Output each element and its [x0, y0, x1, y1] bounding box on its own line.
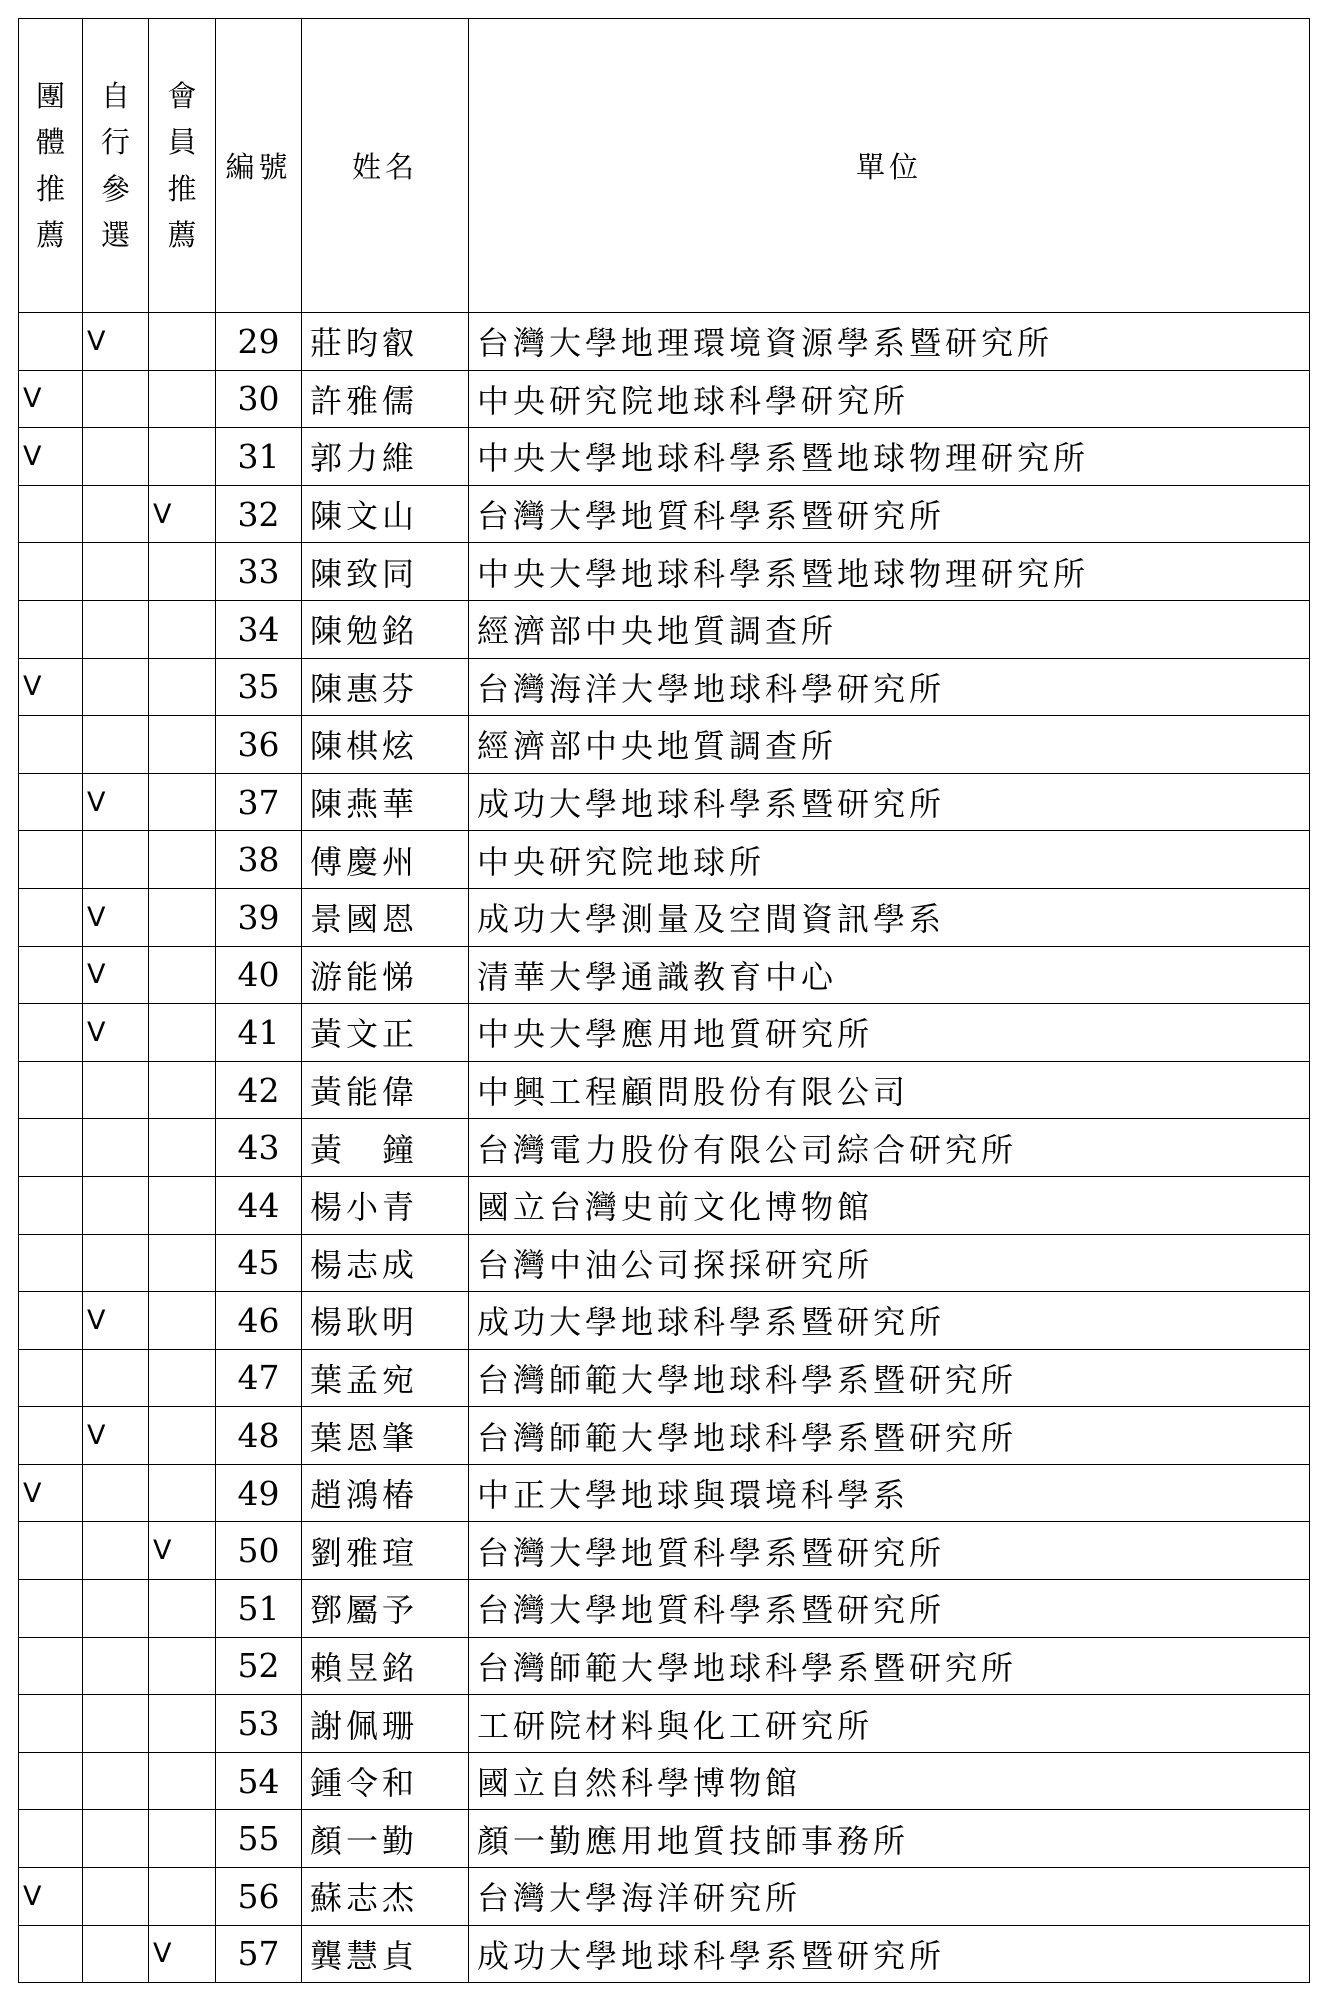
table-row: [19, 313, 1310, 371]
member-recommend-cell: [149, 831, 216, 889]
table-row: [19, 543, 1310, 601]
name-cell: 莊昀叡: [302, 313, 469, 371]
member-recommend-cell: [149, 1407, 216, 1465]
number-cell: 55: [216, 1810, 302, 1868]
number-header: 編號: [216, 19, 302, 313]
table-row: [19, 1292, 1310, 1350]
group-recommend-cell: V: [19, 1464, 83, 1522]
self-participate-cell: [83, 600, 149, 658]
member-recommend-cell: [149, 773, 216, 831]
unit-cell: 中央大學應用地質研究所: [469, 1004, 1310, 1062]
name-cell: 楊小青: [302, 1176, 469, 1234]
self-participate-cell: [83, 543, 149, 601]
group-recommend-cell: [19, 1292, 83, 1350]
number-cell: 56: [216, 1868, 302, 1926]
self-participate-header: 自 行 參 選: [83, 19, 149, 313]
self-participate-cell: [83, 1637, 149, 1695]
unit-cell: 台灣電力股份有限公司綜合研究所: [469, 1119, 1310, 1177]
number-cell: 36: [216, 716, 302, 774]
name-cell: 陳勉銘: [302, 600, 469, 658]
unit-cell: 顏一勤應用地質技師事務所: [469, 1810, 1310, 1868]
header-row: [19, 19, 1310, 313]
self-participate-cell: [83, 1464, 149, 1522]
member-recommend-cell: [149, 1119, 216, 1177]
unit-cell: 台灣師範大學地球科學系暨研究所: [469, 1407, 1310, 1465]
table-row: [19, 1522, 1310, 1580]
group-recommend-cell: [19, 1637, 83, 1695]
self-participate-cell: [83, 716, 149, 774]
name-cell: 黃能偉: [302, 1061, 469, 1119]
group-recommend-cell: [19, 1580, 83, 1638]
number-cell: 41: [216, 1004, 302, 1062]
number-cell: 38: [216, 831, 302, 889]
number-cell: 48: [216, 1407, 302, 1465]
table-row: [19, 485, 1310, 543]
unit-cell: 台灣師範大學地球科學系暨研究所: [469, 1637, 1310, 1695]
unit-cell: 國立自然科學博物館: [469, 1752, 1310, 1810]
group-recommend-cell: [19, 831, 83, 889]
name-cell: 鄧屬予: [302, 1580, 469, 1638]
self-participate-cell: [83, 1349, 149, 1407]
self-participate-cell: V: [83, 313, 149, 371]
member-recommend-cell: [149, 370, 216, 428]
number-cell: 46: [216, 1292, 302, 1350]
number-cell: 31: [216, 428, 302, 486]
member-recommend-cell: [149, 1868, 216, 1926]
name-cell: 黃 鐘: [302, 1119, 469, 1177]
table-row: [19, 888, 1310, 946]
name-cell: 陳惠芬: [302, 658, 469, 716]
member-recommend-cell: [149, 1176, 216, 1234]
table-row: [19, 428, 1310, 486]
number-cell: 42: [216, 1061, 302, 1119]
name-cell: 劉雅瑄: [302, 1522, 469, 1580]
member-recommend-cell: V: [149, 1925, 216, 1983]
number-cell: 35: [216, 658, 302, 716]
group-recommend-cell: [19, 1695, 83, 1753]
unit-cell: 國立台灣史前文化博物館: [469, 1176, 1310, 1234]
member-recommend-cell: [149, 1061, 216, 1119]
self-participate-cell: V: [83, 946, 149, 1004]
group-recommend-header: 團 體 推 薦: [19, 19, 83, 313]
name-cell: 陳燕華: [302, 773, 469, 831]
group-recommend-cell: [19, 313, 83, 371]
group-recommend-cell: [19, 888, 83, 946]
number-cell: 53: [216, 1695, 302, 1753]
table-row: [19, 1925, 1310, 1983]
self-participate-cell: [83, 1580, 149, 1638]
group-recommend-cell: V: [19, 370, 83, 428]
table-row: [19, 600, 1310, 658]
member-recommend-cell: [149, 888, 216, 946]
self-participate-cell: V: [83, 1004, 149, 1062]
member-recommend-header: 會 員 推 薦: [149, 19, 216, 313]
name-cell: 葉孟宛: [302, 1349, 469, 1407]
table-row: [19, 1004, 1310, 1062]
unit-cell: 工研院材料與化工研究所: [469, 1695, 1310, 1753]
table-row: [19, 1464, 1310, 1522]
member-recommend-cell: [149, 428, 216, 486]
name-cell: 景國恩: [302, 888, 469, 946]
number-cell: 54: [216, 1752, 302, 1810]
member-recommend-cell: [149, 1752, 216, 1810]
number-cell: 40: [216, 946, 302, 1004]
group-recommend-cell: [19, 1925, 83, 1983]
group-recommend-cell: V: [19, 1868, 83, 1926]
unit-cell: 清華大學通識教育中心: [469, 946, 1310, 1004]
number-cell: 39: [216, 888, 302, 946]
group-recommend-cell: [19, 1176, 83, 1234]
member-recommend-cell: [149, 946, 216, 1004]
table-row: [19, 1868, 1310, 1926]
name-cell: 黃文正: [302, 1004, 469, 1062]
number-cell: 51: [216, 1580, 302, 1638]
member-recommend-cell: [149, 1580, 216, 1638]
member-recommend-cell: [149, 1810, 216, 1868]
group-recommend-cell: [19, 1407, 83, 1465]
number-cell: 34: [216, 600, 302, 658]
member-recommend-cell: [149, 1695, 216, 1753]
self-participate-cell: [83, 1061, 149, 1119]
self-participate-cell: [83, 1868, 149, 1926]
table-row: [19, 1637, 1310, 1695]
number-cell: 47: [216, 1349, 302, 1407]
unit-cell: 台灣大學地質科學系暨研究所: [469, 1522, 1310, 1580]
name-cell: 顏一勤: [302, 1810, 469, 1868]
group-recommend-cell: [19, 600, 83, 658]
name-cell: 陳棋炫: [302, 716, 469, 774]
unit-cell: 經濟部中央地質調查所: [469, 716, 1310, 774]
table-row: [19, 1810, 1310, 1868]
number-cell: 49: [216, 1464, 302, 1522]
unit-cell: 台灣中油公司探採研究所: [469, 1234, 1310, 1292]
name-cell: 楊耿明: [302, 1292, 469, 1350]
name-cell: 郭力維: [302, 428, 469, 486]
table-row: [19, 1119, 1310, 1177]
group-recommend-cell: [19, 1752, 83, 1810]
number-cell: 32: [216, 485, 302, 543]
member-recommend-cell: [149, 658, 216, 716]
self-participate-cell: [83, 831, 149, 889]
number-cell: 44: [216, 1176, 302, 1234]
group-recommend-cell: [19, 1004, 83, 1062]
name-header: 姓名: [302, 19, 469, 313]
member-recommend-cell: [149, 1292, 216, 1350]
group-recommend-cell: [19, 716, 83, 774]
name-cell: 鍾令和: [302, 1752, 469, 1810]
group-recommend-cell: V: [19, 428, 83, 486]
unit-cell: 台灣師範大學地球科學系暨研究所: [469, 1349, 1310, 1407]
name-cell: 陳文山: [302, 485, 469, 543]
number-cell: 33: [216, 543, 302, 601]
member-recommend-cell: [149, 1349, 216, 1407]
number-cell: 52: [216, 1637, 302, 1695]
self-participate-cell: V: [83, 773, 149, 831]
number-cell: 45: [216, 1234, 302, 1292]
member-recommend-cell: [149, 716, 216, 774]
self-participate-cell: V: [83, 888, 149, 946]
member-recommend-cell: [149, 1637, 216, 1695]
name-cell: 傅慶州: [302, 831, 469, 889]
self-participate-cell: [83, 1176, 149, 1234]
self-participate-cell: [83, 1810, 149, 1868]
self-participate-cell: [83, 658, 149, 716]
unit-cell: 台灣海洋大學地球科學研究所: [469, 658, 1310, 716]
unit-cell: 台灣大學地理環境資源學系暨研究所: [469, 313, 1310, 371]
self-participate-cell: [83, 1925, 149, 1983]
unit-cell: 台灣大學海洋研究所: [469, 1868, 1310, 1926]
member-recommend-cell: [149, 543, 216, 601]
unit-cell: 中正大學地球與環境科學系: [469, 1464, 1310, 1522]
table-row: [19, 658, 1310, 716]
name-cell: 龔慧貞: [302, 1925, 469, 1983]
self-participate-cell: [83, 370, 149, 428]
unit-header: 單位: [469, 19, 1310, 313]
member-recommend-cell: [149, 1464, 216, 1522]
member-recommend-cell: V: [149, 1522, 216, 1580]
group-recommend-cell: [19, 485, 83, 543]
name-cell: 賴昱銘: [302, 1637, 469, 1695]
table-row: [19, 1407, 1310, 1465]
table-row: [19, 946, 1310, 1004]
group-recommend-cell: [19, 946, 83, 1004]
self-participate-cell: V: [83, 1407, 149, 1465]
self-participate-cell: [83, 1695, 149, 1753]
table-row: [19, 1695, 1310, 1753]
nominee-table: [18, 18, 1310, 1983]
table-row: [19, 1349, 1310, 1407]
table-row: [19, 370, 1310, 428]
group-recommend-cell: [19, 1522, 83, 1580]
unit-cell: 台灣大學地質科學系暨研究所: [469, 1580, 1310, 1638]
group-recommend-cell: [19, 1810, 83, 1868]
self-participate-cell: V: [83, 1292, 149, 1350]
table-row: [19, 716, 1310, 774]
self-participate-cell: [83, 428, 149, 486]
group-recommend-cell: [19, 1234, 83, 1292]
number-cell: 57: [216, 1925, 302, 1983]
member-recommend-cell: V: [149, 485, 216, 543]
table-row: [19, 1176, 1310, 1234]
number-cell: 43: [216, 1119, 302, 1177]
unit-cell: 經濟部中央地質調查所: [469, 600, 1310, 658]
unit-cell: 成功大學地球科學系暨研究所: [469, 1292, 1310, 1350]
member-recommend-cell: [149, 1234, 216, 1292]
table-row: [19, 831, 1310, 889]
table-row: [19, 1061, 1310, 1119]
group-recommend-cell: [19, 773, 83, 831]
name-cell: 陳致同: [302, 543, 469, 601]
unit-cell: 中興工程顧問股份有限公司: [469, 1061, 1310, 1119]
self-participate-cell: [83, 1522, 149, 1580]
table-row: [19, 1752, 1310, 1810]
member-recommend-cell: [149, 600, 216, 658]
self-participate-cell: [83, 1234, 149, 1292]
member-recommend-cell: [149, 313, 216, 371]
unit-cell: 成功大學地球科學系暨研究所: [469, 1925, 1310, 1983]
name-cell: 趙鴻椿: [302, 1464, 469, 1522]
table-row: [19, 773, 1310, 831]
member-recommend-cell: [149, 1004, 216, 1062]
name-cell: 楊志成: [302, 1234, 469, 1292]
self-participate-cell: [83, 1752, 149, 1810]
group-recommend-cell: [19, 1349, 83, 1407]
unit-cell: 中央大學地球科學系暨地球物理研究所: [469, 543, 1310, 601]
name-cell: 葉恩肇: [302, 1407, 469, 1465]
number-cell: 37: [216, 773, 302, 831]
unit-cell: 成功大學地球科學系暨研究所: [469, 773, 1310, 831]
group-recommend-cell: V: [19, 658, 83, 716]
unit-cell: 成功大學測量及空間資訊學系: [469, 888, 1310, 946]
self-participate-cell: [83, 485, 149, 543]
group-recommend-cell: [19, 1119, 83, 1177]
table-row: [19, 1580, 1310, 1638]
name-cell: 許雅儒: [302, 370, 469, 428]
name-cell: 游能悌: [302, 946, 469, 1004]
unit-cell: 中央研究院地球所: [469, 831, 1310, 889]
unit-cell: 中央研究院地球科學研究所: [469, 370, 1310, 428]
number-cell: 30: [216, 370, 302, 428]
number-cell: 29: [216, 313, 302, 371]
unit-cell: 中央大學地球科學系暨地球物理研究所: [469, 428, 1310, 486]
number-cell: 50: [216, 1522, 302, 1580]
name-cell: 蘇志杰: [302, 1868, 469, 1926]
unit-cell: 台灣大學地質科學系暨研究所: [469, 485, 1310, 543]
self-participate-cell: [83, 1119, 149, 1177]
group-recommend-cell: [19, 1061, 83, 1119]
group-recommend-cell: [19, 543, 83, 601]
table-row: [19, 1234, 1310, 1292]
name-cell: 謝佩珊: [302, 1695, 469, 1753]
